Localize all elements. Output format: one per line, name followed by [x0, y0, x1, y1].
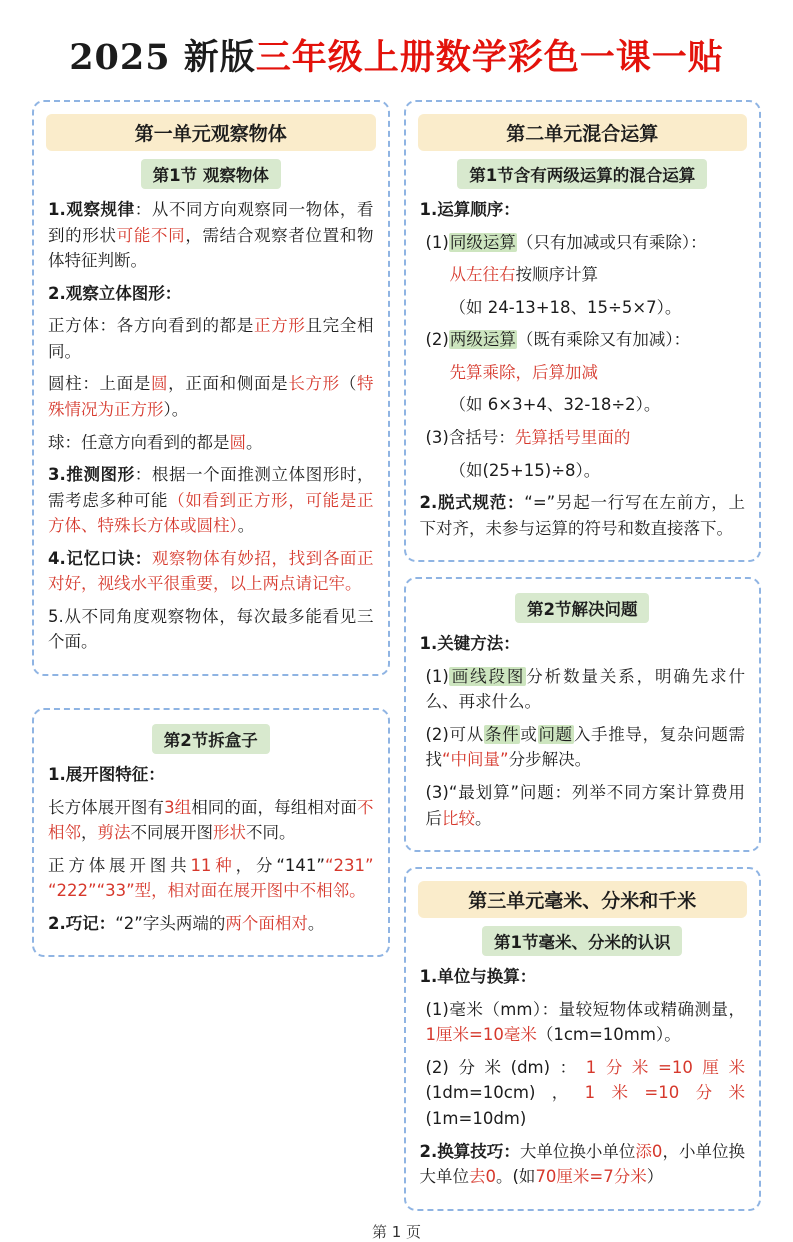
text-segment: 球：任意方向看到的都是	[48, 432, 230, 452]
text-segment: 画线段图	[449, 666, 526, 686]
text-segment: 正方形	[254, 316, 306, 336]
paragraph	[48, 430, 374, 456]
text-segment: 观察物体有妙招，找到各面正对好，视线水平很重要，以上两点请记牢。	[48, 548, 374, 594]
text-segment: 70厘米=7分米	[535, 1167, 647, 1187]
text-segment: 分析数量关系，明确先求什么、再求什么。	[425, 666, 746, 712]
text-segment: ：根据一个面推测立体图形时，需考虑多种可能	[48, 465, 374, 510]
text-segment: 1厘米=10毫米	[425, 1025, 537, 1045]
text-segment: 不相邻	[48, 797, 374, 843]
text-segment: 。(如	[496, 1167, 536, 1187]
section-header: 第2节拆盒子	[152, 724, 270, 754]
paragraph	[48, 281, 374, 307]
text-segment: 2025 新版	[69, 37, 256, 78]
text-segment: 添0	[635, 1141, 663, 1161]
text-segment: 1.单位与换算：	[419, 967, 537, 987]
text-segment: 2.巧记：	[48, 913, 116, 933]
text-segment: 比较	[442, 808, 475, 828]
paragraph	[48, 604, 374, 655]
paragraph	[420, 1055, 746, 1132]
text-segment: （只有加减或只有乘除）：	[516, 232, 707, 252]
text-segment: ，需结合观察者位置和物体特征判断。	[48, 225, 374, 271]
text-segment: 圆	[229, 432, 246, 452]
paragraph	[420, 230, 746, 256]
text-segment: 大单位换小单位	[519, 1141, 636, 1161]
text-segment: ，分“141”	[235, 855, 325, 875]
paragraph	[420, 425, 746, 451]
text-segment: 或	[520, 724, 538, 744]
content-columns	[32, 100, 761, 1211]
text-segment: 问题	[538, 724, 573, 744]
paragraph	[420, 360, 746, 386]
paragraph	[48, 911, 374, 937]
text-segment: 不同展开图	[130, 823, 213, 843]
text-segment: 1.关键方法：	[419, 634, 520, 654]
paragraph	[48, 853, 374, 904]
text-segment: 正方体：各方向看到的都是	[48, 316, 254, 336]
text-segment: 相同的面，每组相对面	[191, 797, 358, 817]
paragraph	[420, 295, 746, 321]
text-segment: ：从不同方向观察同一物体，看到的形状	[48, 200, 374, 245]
text-segment: 1分米=10厘米	[585, 1057, 745, 1077]
text-segment: 3.推测图形	[48, 465, 135, 485]
content-box	[404, 577, 762, 852]
unit-header: 第二单元混合运算	[418, 114, 748, 151]
section-header: 第1节含有两级运算的混合运算	[457, 159, 707, 189]
unit-header: 第一单元观察物体	[46, 114, 376, 151]
paragraph	[48, 313, 374, 364]
section-header-wrap	[46, 724, 376, 754]
paragraph	[420, 1139, 746, 1190]
text-segment: (1m=10dm)	[425, 1108, 527, 1128]
text-segment: 两个面相对	[225, 913, 308, 933]
text-segment: （如(25+15)÷8）。	[449, 460, 601, 480]
text-segment: 。	[237, 516, 255, 536]
text-segment: 4.记忆口诀：	[48, 548, 152, 568]
text-segment: ）	[646, 1167, 664, 1187]
text-segment: (2)可从	[425, 724, 484, 744]
text-segment: 11种	[190, 855, 236, 875]
text-segment: ，小单位换大单位	[419, 1141, 746, 1187]
paragraph	[48, 371, 374, 422]
text-segment: 1.观察规律	[48, 200, 135, 219]
section-header-wrap	[418, 593, 748, 623]
text-segment: 2.换算技巧：	[419, 1141, 520, 1161]
text-segment: 1.运算顺序：	[419, 200, 520, 219]
text-segment: （如 24-13+18、15÷5×7）。	[449, 297, 682, 317]
text-segment: 长方体展开图有	[48, 797, 165, 817]
text-segment: “=”另起一行写在左前方，上下对齐，未参与运算的符号和数直接落下。	[419, 493, 746, 538]
text-segment: 。	[475, 808, 492, 828]
paragraph	[420, 327, 746, 353]
content-box	[32, 100, 390, 676]
text-segment: 圆	[151, 374, 169, 394]
text-segment: (1)毫米（mm）：量较短物体或精确测量，	[425, 999, 745, 1019]
text-segment: 5.从不同角度观察物体，每次最多能看见三个面。	[48, 606, 374, 652]
text-segment: 分步解决。	[508, 750, 592, 770]
page-title	[32, 30, 761, 80]
text-segment: （如看到正方形，可能是正方体、特殊长方体或圆柱）	[48, 490, 374, 536]
text-segment: ，	[81, 823, 98, 843]
paragraph	[420, 262, 746, 288]
text-segment: (2)分米(dm)：	[425, 1057, 586, 1077]
paragraph	[420, 197, 746, 223]
text-segment: 按顺序计算	[515, 265, 598, 285]
paragraph	[48, 462, 374, 539]
paragraph	[420, 964, 746, 990]
text-segment: 可能不同	[116, 225, 186, 245]
text-segment: 三年级上册数学彩色一课一贴	[255, 37, 724, 78]
text-segment: 2.观察立体图形：	[48, 283, 182, 303]
text-segment: 圆柱：上面是	[48, 374, 151, 394]
text-segment: (1)	[425, 666, 449, 686]
text-segment: 。	[307, 913, 325, 933]
text-segment: “231”“222”“33”型，相对面在展开图中不相邻。	[48, 855, 374, 901]
text-segment: 同级运算	[449, 232, 516, 252]
text-segment: (3)“最划算”问题：列举不同方案计算费用后	[425, 783, 745, 828]
text-segment: 。	[246, 432, 263, 452]
right-column	[404, 100, 762, 1211]
text-segment: 特殊情况为正方形	[48, 374, 374, 419]
paragraph	[48, 546, 374, 597]
text-segment: （如 6×3+4、32-18÷2）。	[449, 395, 661, 415]
text-segment: 入手推导，复杂问题需找	[425, 724, 746, 770]
text-segment: 去0	[469, 1167, 496, 1187]
text-segment: 长方形	[288, 374, 340, 394]
text-segment: (1dm=10cm)，	[425, 1083, 585, 1103]
text-segment: （既有乘除又有加减）：	[516, 330, 691, 350]
text-segment: 1.展开图特征：	[48, 765, 165, 784]
text-segment: （1cm=10mm）。	[536, 1025, 681, 1045]
paragraph	[48, 762, 374, 788]
text-segment: (2)	[425, 330, 449, 350]
text-segment: 1米=10分米	[584, 1083, 745, 1103]
text-segment: 3组	[164, 797, 192, 817]
section-header-wrap	[46, 159, 376, 189]
text-segment: 正方体展开图共	[48, 855, 191, 875]
text-segment: “中间量”	[442, 750, 509, 770]
section-header-wrap	[418, 159, 748, 189]
text-segment: (3)含括号：	[425, 427, 515, 447]
section-header: 第2节解决问题	[515, 593, 649, 623]
unit-header: 第三单元毫米、分米和千米	[418, 881, 748, 918]
text-segment: （	[339, 374, 358, 394]
paragraph	[420, 997, 746, 1048]
paragraph	[420, 664, 746, 715]
text-segment: ）。	[163, 399, 189, 419]
text-segment: “2”字头两端的	[115, 913, 226, 933]
paragraph	[48, 795, 374, 846]
text-segment: 2.脱式规范：	[419, 493, 525, 513]
paragraph	[48, 197, 374, 274]
text-segment: 不同。	[246, 823, 296, 843]
section-header: 第1节 观察物体	[141, 159, 281, 189]
text-segment: 两级运算	[449, 330, 516, 350]
text-segment: 剪法	[97, 823, 131, 843]
text-segment: ，正面和侧面是	[168, 374, 289, 394]
paragraph	[420, 631, 746, 657]
content-box	[404, 100, 762, 562]
paragraph	[420, 490, 746, 541]
content-box	[404, 867, 762, 1211]
page-number: 第 1 页	[371, 1222, 422, 1241]
text-segment: 形状	[213, 823, 246, 843]
content-box	[32, 708, 390, 957]
paragraph	[420, 392, 746, 418]
section-header-wrap	[418, 926, 748, 956]
text-segment: 先算括号里面的	[514, 427, 631, 447]
left-column	[32, 100, 390, 957]
paragraph	[420, 458, 746, 484]
text-segment: 条件	[484, 724, 520, 744]
text-segment: 先算乘除，后算加减	[449, 362, 598, 382]
text-segment: 从左往右	[449, 265, 516, 285]
paragraph	[420, 722, 746, 773]
text-segment: (1)	[425, 232, 449, 252]
paragraph	[420, 780, 746, 831]
text-segment: 且完全相同。	[48, 316, 374, 361]
section-header: 第1节毫米、分米的认识	[482, 926, 682, 956]
